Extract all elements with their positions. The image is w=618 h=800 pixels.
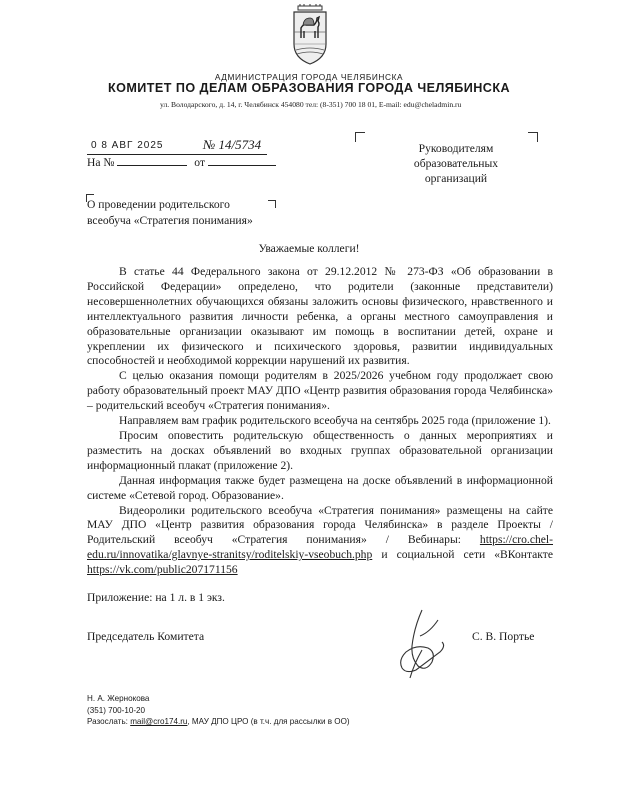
body-paragraph: [87, 504, 553, 579]
signatory-title: Председатель Комитета: [87, 630, 205, 643]
body-paragraph: Просим оповестить родительскую общественность о данных мероприятиях и разместить на досках объявлений во входных группах образовательной организации информационный плакат (приложение 2).: [87, 428, 553, 472]
executor-phone: (351) 700-10-20: [87, 705, 146, 715]
reference-date-label: от: [194, 156, 206, 169]
signatory-name: С. В. Портье: [472, 630, 535, 643]
executor-name: Н. А. Жернокова: [87, 694, 150, 703]
body-paragraph: Данная информация также будет размещена на доске объявлений в информационной системе «Сетевой город. Образование».: [87, 473, 553, 502]
registration-number: № 14/5734: [203, 137, 262, 152]
greeting: Уважаемые коллеги!: [258, 242, 360, 255]
reference-number-blank: [117, 155, 187, 166]
letter-body: [87, 265, 553, 578]
address-line: ул. Володарского, д. 14, г. Челябинск 454080 тел: (8-351) 700 18 01, E-mail: edu@cheladmin.ru: [160, 100, 462, 109]
administration-line: АДМИНИСТРАЦИЯ ГОРОДА ЧЕЛЯБИНСКА: [214, 72, 404, 82]
registration-date: 0 8 АВГ 2025: [91, 140, 164, 151]
committee-name: КОМИТЕТ ПО ДЕЛАМ ОБРАЗОВАНИЯ ГОРОДА ЧЕЛЯБИНСКА: [107, 81, 511, 95]
addressee-line: образовательных: [413, 157, 499, 170]
subject-line: О проведении родительского: [87, 198, 230, 211]
body-paragraph: Направляем вам график родительского всеобуча на сентябрь 2025 года (приложение 1).: [119, 414, 551, 428]
body-paragraph-text: Видеоролики родительского всеобуча «Стратегия понимания» размещены на сайте МАУ ДПО «Центр развития образования города Челябинска» в разделе Проекты / Родительский всеобуч «Стратегия понимания» / Вебинары:: [87, 503, 553, 547]
subject-line: всеобуча «Стратегия понимания»: [87, 213, 253, 227]
distribution-suffix: , МАУ ДПО ЦРО (в т.ч. для рассылки в ОО): [187, 717, 350, 727]
subject-block: [87, 197, 253, 228]
vk-link[interactable]: https://vk.com/public207171156: [87, 563, 238, 577]
coat-of-arms-icon: [292, 4, 328, 66]
reference-date-blank: [208, 155, 276, 166]
body-paragraph-text: и социальной сети «ВКонтакте: [372, 548, 553, 562]
addressee-corner-tl: [355, 132, 365, 142]
attachment-note: Приложение: на 1 л. в 1 экз.: [87, 591, 225, 604]
distribution-email-link[interactable]: mail@cro174.ru: [130, 717, 188, 727]
distribution-line: [87, 716, 350, 728]
handwritten-signature-icon: [392, 606, 450, 682]
addressee-block: [393, 141, 519, 186]
addressee-line: организаций: [424, 172, 488, 185]
body-paragraph: В статье 44 Федерального закона от 29.12.2012 № 273-ФЗ «Об образовании в Российской Федерации» определено, что родители (законные представители) несовершеннолетних обучающихся обязаны заложить основы физического, нравственного и интеллектуального развития личности ребенка, а органы местного самоуправления и образовательные организации оказывают им помощь в воспитании детей, охране и укреплении их физического и психического здоровья, развитии индивидуальных способностей и необходимой коррекции нарушений их развития.: [87, 265, 553, 368]
subject-corner-tr: [268, 200, 276, 208]
reference-number-label: На №: [87, 156, 115, 169]
addressee-line: Руководителям: [418, 142, 494, 155]
registration-stamp: [87, 139, 267, 155]
reference-line: [87, 155, 276, 169]
body-paragraph: С целью оказания помощи родителям в 2025/2026 учебном году продолжает свою работу образовательный проект МАУ ДПО «Центр развития образования города Челябинска» – родительский всеобуч «Стратегия понимания».: [87, 369, 553, 413]
executor-footer: [87, 693, 350, 728]
distribution-label: Разослать:: [87, 717, 131, 727]
addressee-corner-tr: [528, 132, 538, 142]
cro-website-link[interactable]: https://cro.chel-edu.ru/innovatika/glavnye-stranitsy/roditelskiy-vseobuch.php: [87, 533, 553, 562]
